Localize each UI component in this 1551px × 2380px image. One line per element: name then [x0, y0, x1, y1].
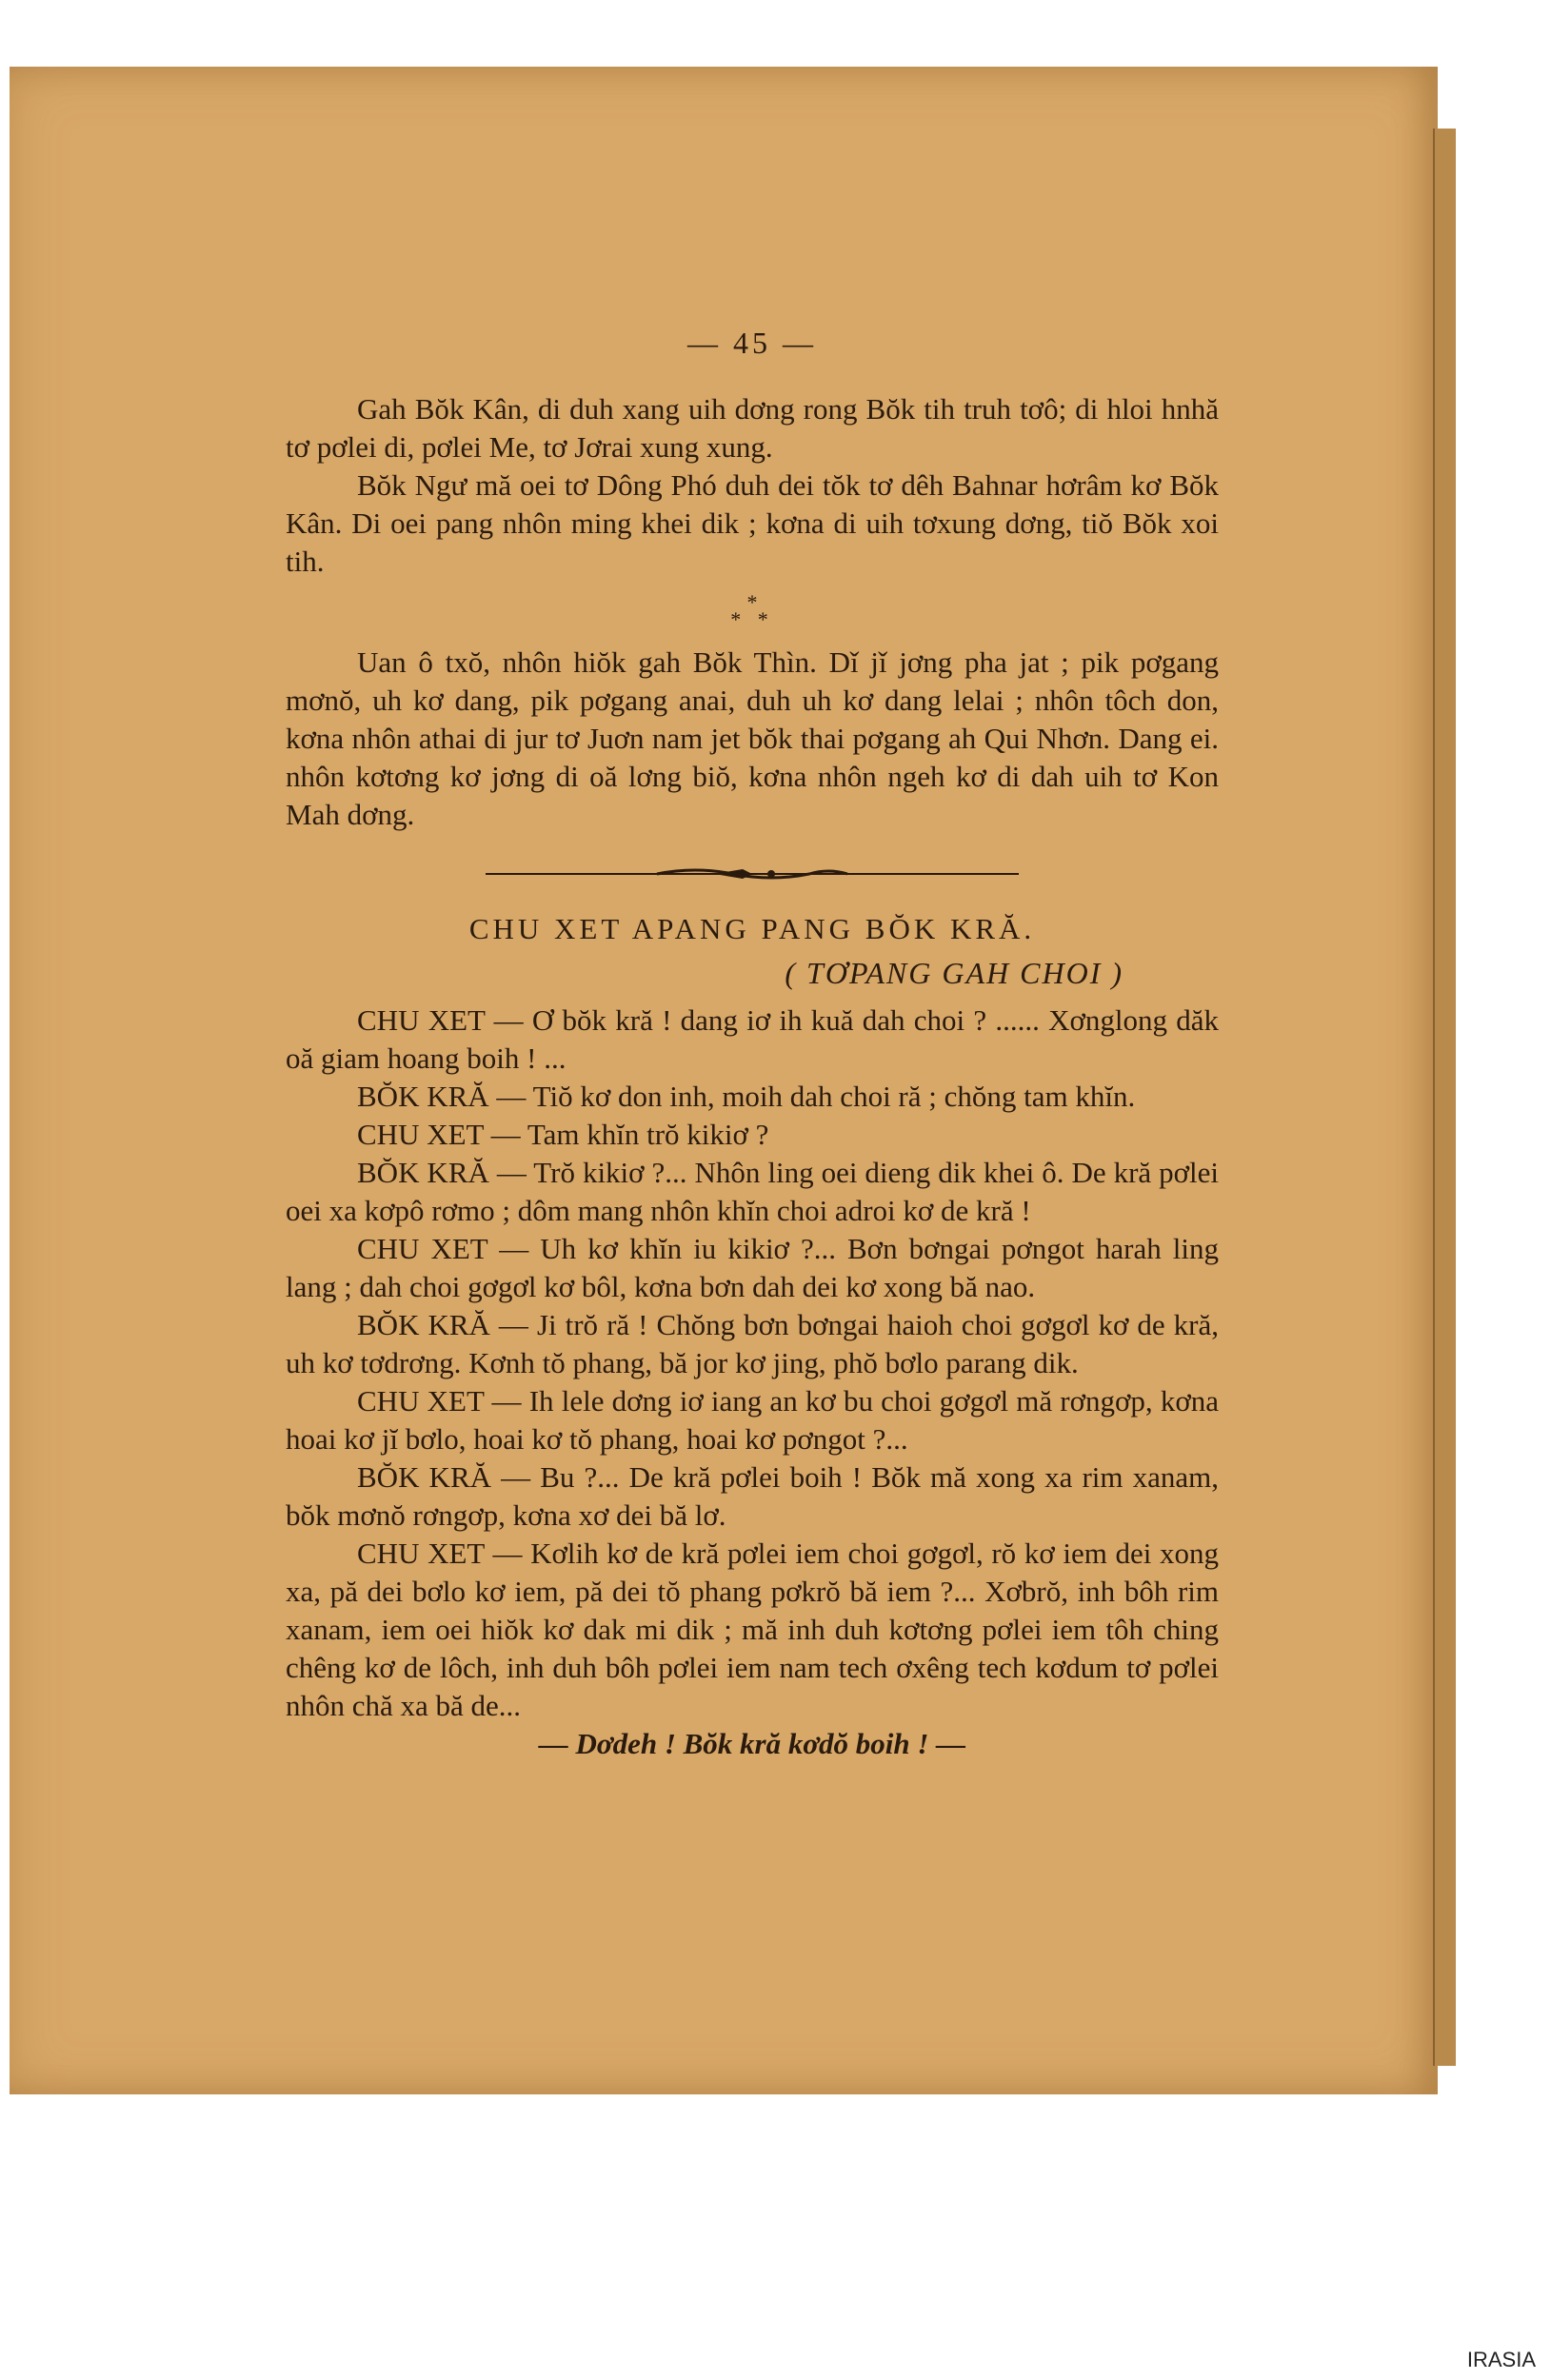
page-edge	[1433, 129, 1456, 2066]
speaker: BŎK KRĂ	[357, 1156, 489, 1189]
dialogue-line-2: BŎK KRĂ — Tiŏ kơ don inh, moih dah choi ră ; chŏng tam khĭn.	[357, 1080, 1136, 1113]
dialogue-text: Kơlih kơ de kră pơlei iem choi gơgơl, rŏ kơ iem dei xong xa, pă dei bơlo kơ iem, pă dei tŏ phang pơkrŏ bă iem ?... Xơbrŏ, inh bôh rim xanam, iem oei hiŏk kơ dak mi dik ; mă inh duh kơtơng pơlei iem tôh ching chêng kơ de lôch, inh duh bôh pơlei iem nam tech ơxêng tech kơdum tơ pơlei nhôn chă xa bă de...	[286, 1537, 1220, 1722]
speaker: BŎK KRĂ	[357, 1308, 490, 1341]
speaker: CHU XET	[357, 1003, 486, 1037]
intro-paragraph-2: Bŏk Ngư mă oei tơ Dông Phó duh dei tŏk tơ dêh Bahnar hơrâm kơ Bŏk Kân. Di oei pang nhôn ming khei dik ; kơna di uih tơxung dơng, tiŏ Bŏk xoi tih.	[286, 468, 1219, 578]
dialogue-line-8: BŎK KRĂ — Bu ?... De kră pơlei boih ! Bŏk mă xong xa rim xanam, bŏk mơnŏ rơngơp, kơna xơ dei bă lơ.	[286, 1460, 1220, 1532]
section-subtitle: ( TƠPANG GAH CHOI )	[785, 956, 1123, 990]
middle-paragraph: Uan ô txŏ, nhôn hiŏk gah Bŏk Thìn. Dǐ jǐ jơng pha jat ; pik pơgang mơnŏ, uh kơ dang, pik pơgang anai, duh uh kơ dang lelai ; nhôn tôch don, kơna nhôn athai di jur tơ Juơn nam jet bŏk thai pơgang ah Qui Nhơn. Dang ei. nhôn kơtơng kơ jơng di oă lơng biŏ, kơna nhôn ngeh kơ di dah uih tơ Kon Mah dơng.	[286, 645, 1219, 831]
dialogue-text: Ji trŏ ră ! Chŏng bơn bơngai haioh choi gơgơl kơ de kră, uh kơ tơdrơng. Kơnh tŏ phang, bă jor kơ jing, phŏ bơlo parang dik.	[286, 1308, 1220, 1379]
separator-stars: * * *	[730, 590, 774, 631]
dialogue-line-1: CHU XET — Ơ bŏk kră ! dang iơ ih kuă dah choi ? ...... Xơnglong dăk oă giam hoang boih ! ...	[286, 1003, 1219, 1075]
closing-line: — Dơdeh ! Bŏk kră kơdŏ boih ! —	[538, 1727, 966, 1760]
ornamental-divider	[486, 866, 1019, 882]
page-number: — 45 —	[687, 326, 817, 360]
speaker: CHU XET	[357, 1384, 485, 1418]
dialogue-text: Bu ?... De kră pơlei boih ! Bŏk mă xong xa rim xanam, bŏk mơnŏ rơngơp, kơna xơ dei bă lơ.	[286, 1460, 1220, 1532]
dialogue-text: Ih lele dơng iơ iang an kơ bu choi gơgơl mă rơngơp, kơna hoai kơ jĭ bơlo, hoai kơ tŏ phang, hoai kơ pơngot ?...	[286, 1384, 1219, 1456]
dialogue-text: Tam khĭn trŏ kikiơ ?	[527, 1118, 769, 1151]
dialogue-text: Uh kơ khĭn iu kikiơ ?... Bơn bơngai pơngot harah ling lang ; dah choi gơgơl kơ bôl, kơna bơn dah dei kơ xong bă nao.	[286, 1232, 1220, 1303]
dialogue-line-7: CHU XET — Ih lele dơng iơ iang an kơ bu choi gơgơl mă rơngơp, kơna hoai kơ jĭ bơlo, hoai kơ tŏ phang, hoai kơ pơngot ?...	[286, 1384, 1219, 1456]
dialogue-line-5: CHU XET — Uh kơ khĭn iu kikiơ ?... Bơn bơngai pơngot harah ling lang ; dah choi gơgơl kơ bôl, kơna bơn dah dei kơ xong bă nao.	[286, 1232, 1220, 1303]
dialogue-text: Trŏ kikiơ ?... Nhôn ling oei dieng dik khei ô. De kră pơlei oei xa kơpô rơmo ; dôm mang nhôn khĭn choi adroi kơ de kră !	[286, 1156, 1220, 1227]
speaker: CHU XET	[357, 1118, 484, 1151]
intro-paragraph-1: Gah Bŏk Kân, di duh xang uih dơng rong Bŏk tih truh tơô; di hloi hnhă tơ pơlei di, pơlei Me, tơ Jơrai xung xung.	[286, 392, 1219, 464]
page-text	[286, 324, 1219, 1763]
speaker: BŎK KRĂ	[357, 1460, 492, 1494]
watermark: IRASIA	[1466, 2348, 1536, 2371]
dialogue	[286, 1002, 1219, 1725]
dialogue-text: Tiŏ kơ don inh, moih dah choi ră ; chŏng tam khĭn.	[532, 1080, 1136, 1113]
dialogue-line-6: BŎK KRĂ — Ji trŏ ră ! Chŏng bơn bơngai haioh choi gơgơl kơ de kră, uh kơ tơdrơng. Kơnh tŏ phang, bă jor kơ jing, phŏ bơlo parang dik.	[286, 1308, 1220, 1379]
dialogue-text: Ơ bŏk kră ! dang iơ ih kuă dah choi ? ...... Xơnglong dăk oă giam hoang boih ! ...	[286, 1003, 1219, 1075]
dialogue-line-9: CHU XET — Kơlih kơ de kră pơlei iem choi gơgơl, rŏ kơ iem dei xong xa, pă dei bơlo kơ iem, pă dei tŏ phang pơkrŏ bă iem ?... Xơbrŏ, inh bôh rim xanam, iem oei hiŏk kơ dak mi dik ; mă inh duh kơtơng pơlei iem tôh ching chêng kơ de lôch, inh duh bôh pơlei iem nam tech ơxêng tech kơdum tơ pơlei nhôn chă xa bă de...	[286, 1537, 1220, 1722]
dialogue-line-4: BŎK KRĂ — Trŏ kikiơ ?... Nhôn ling oei dieng dik khei ô. De kră pơlei oei xa kơpô rơmo ; dôm mang nhôn khĭn choi adroi kơ de kră !	[286, 1156, 1220, 1227]
section-title: CHU XET APANG PANG BŎK KRĂ.	[468, 912, 1036, 945]
speaker: CHU XET	[357, 1232, 488, 1265]
speaker: CHU XET	[357, 1537, 485, 1570]
speaker: BŎK KRĂ	[357, 1080, 489, 1113]
dialogue-line-3: CHU XET — Tam khĭn trŏ kikiơ ?	[357, 1118, 769, 1151]
